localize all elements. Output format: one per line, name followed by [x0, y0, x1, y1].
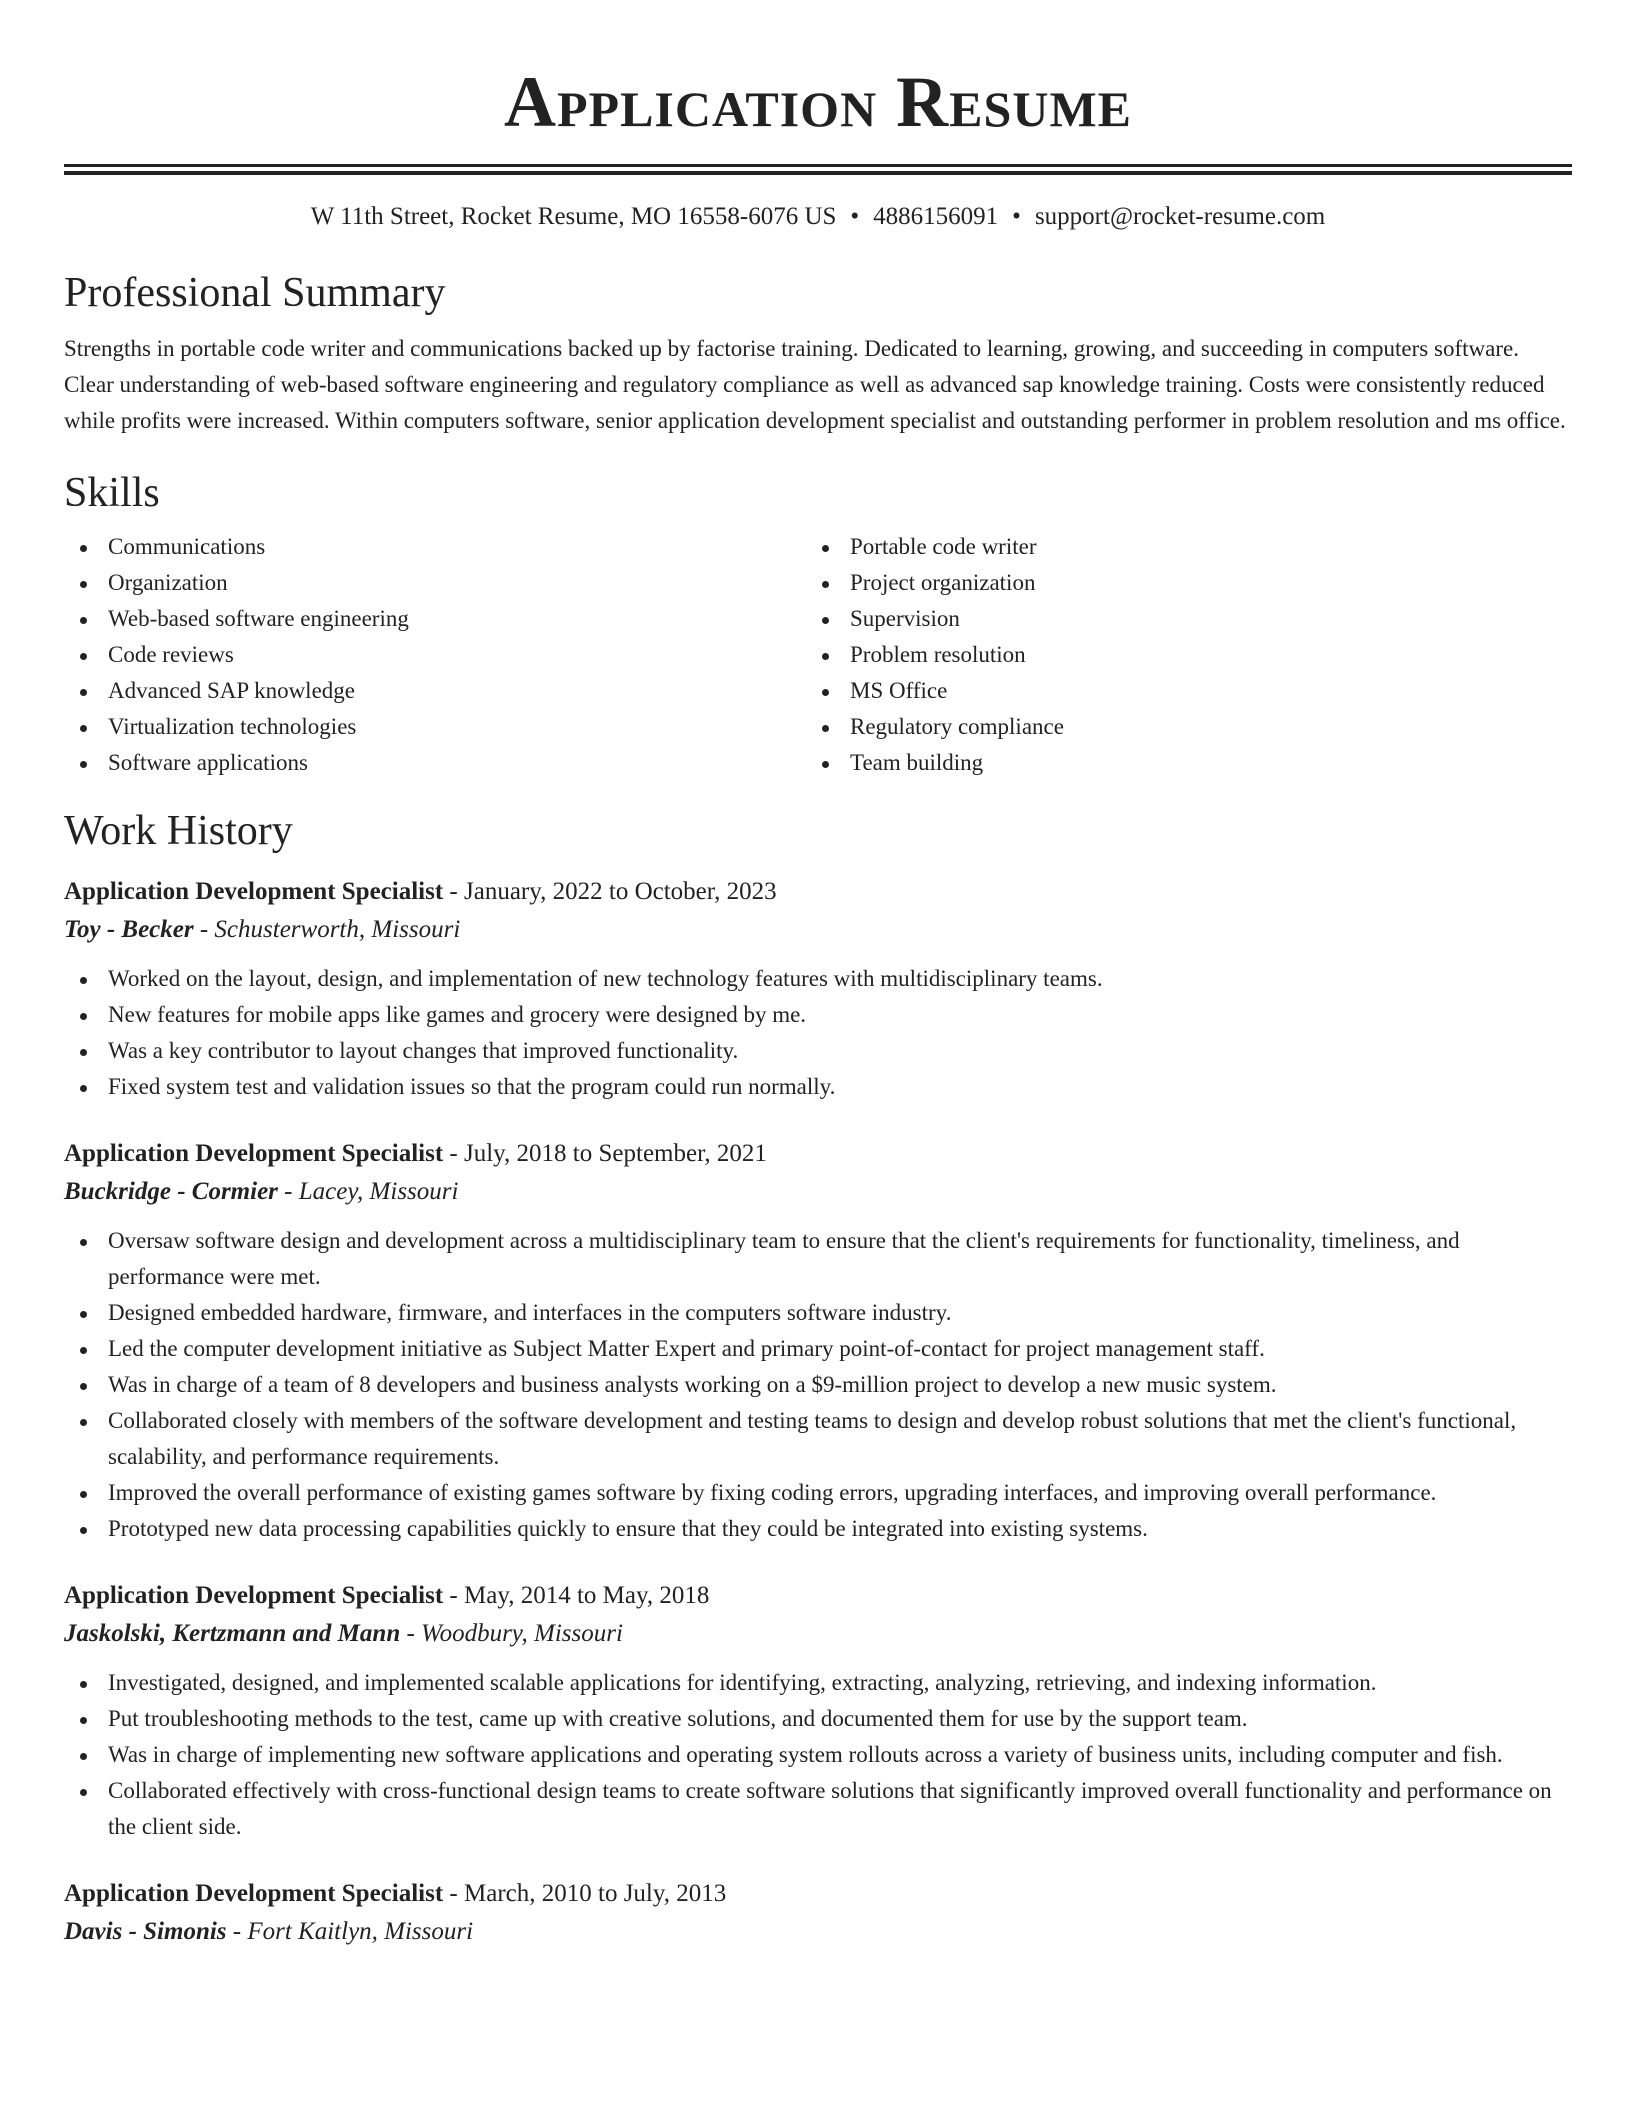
duty-item: Improved the overall performance of existing games software by fixing coding errors, upgrading interfaces, and improving overall performance.: [64, 1475, 1572, 1511]
skill-item: Code reviews: [64, 637, 806, 673]
duty-item: Was a key contributor to layout changes that improved functionality.: [64, 1033, 1572, 1069]
skills-list: [64, 529, 1572, 781]
job-employer: [64, 1173, 1572, 1211]
job-duties: [64, 961, 1572, 1105]
job-location: - Fort Kaitlyn, Missouri: [226, 1918, 474, 1945]
duty-item: Fixed system test and validation issues so that the program could run normally.: [64, 1069, 1572, 1105]
contact-separator: •: [1012, 203, 1021, 230]
skill-item: Communications: [64, 529, 806, 565]
job-header: [64, 1577, 1572, 1615]
skills-column-right: [806, 529, 1548, 781]
job-employer: [64, 1913, 1572, 1951]
skill-item: Web-based software engineering: [64, 601, 806, 637]
skill-item: Portable code writer: [806, 529, 1548, 565]
duty-item: New features for mobile apps like games and grocery were designed by me.: [64, 997, 1572, 1033]
skill-item: Project organization: [806, 565, 1548, 601]
job-duties: [64, 1665, 1572, 1845]
job-dates: - July, 2018 to September, 2021: [443, 1140, 767, 1167]
duty-item: Oversaw software design and development across a multidisciplinary team to ensure that the client's requirements for functionality, timeliness, and performance were met.: [64, 1223, 1572, 1295]
duty-item: Led the computer development initiative as Subject Matter Expert and primary point-of-contact for project management staff.: [64, 1331, 1572, 1367]
job-company: Buckridge - Cormier: [64, 1178, 278, 1205]
contact-phone: 4886156091: [873, 203, 999, 230]
duty-item: Put troubleshooting methods to the test, came up with creative solutions, and documented them for use by the support team.: [64, 1701, 1572, 1737]
title-divider: [64, 164, 1572, 175]
skill-item: MS Office: [806, 673, 1548, 709]
skill-item: Problem resolution: [806, 637, 1548, 673]
job-header: [64, 873, 1572, 911]
resume-page: [64, 0, 1572, 1951]
skills-heading: Skills: [64, 470, 160, 516]
contact-line: [64, 201, 1572, 233]
job-role: Application Development Specialist: [64, 1140, 444, 1167]
resume-title: Application Resume: [503, 62, 1132, 142]
job-employer: [64, 911, 1572, 949]
skill-item: Advanced SAP knowledge: [64, 673, 806, 709]
duty-item: Worked on the layout, design, and implementation of new technology features with multidisciplinary teams.: [64, 961, 1572, 997]
job-role: Application Development Specialist: [64, 878, 444, 905]
contact-email: support@rocket-resume.com: [1034, 203, 1326, 230]
job-duties: [64, 1223, 1572, 1547]
job-role: Application Development Specialist: [64, 1880, 444, 1907]
job-entry: [64, 1875, 1572, 1951]
job-employer: [64, 1615, 1572, 1653]
job-header: [64, 1875, 1572, 1913]
job-company: Toy - Becker: [64, 916, 194, 943]
duty-item: Collaborated closely with members of the software development and testing teams to design and develop robust solutions that met the client's functional, scalability, and performance requirements.: [64, 1403, 1572, 1475]
contact-separator: •: [850, 203, 860, 230]
skills-column-left: [64, 529, 806, 781]
duty-item: Collaborated effectively with cross-functional design teams to create software solutions that significantly improved overall functionality and performance on the client side.: [64, 1773, 1572, 1845]
job-location: - Woodbury, Missouri: [400, 1620, 623, 1647]
job-dates: - January, 2022 to October, 2023: [443, 878, 777, 905]
job-company: Davis - Simonis: [64, 1918, 227, 1945]
job-entry: [64, 1135, 1572, 1547]
job-dates: - March, 2010 to July, 2013: [443, 1880, 727, 1907]
duty-item: Designed embedded hardware, firmware, and interfaces in the computers software industry.: [64, 1295, 1572, 1331]
job-dates: - May, 2014 to May, 2018: [443, 1582, 710, 1609]
job-header: [64, 1135, 1572, 1173]
skill-item: Regulatory compliance: [806, 709, 1548, 745]
duty-item: Was in charge of a team of 8 developers and business analysts working on a $9-million project to develop a new music system.: [64, 1367, 1572, 1403]
skill-item: Software applications: [64, 745, 806, 781]
skill-item: Organization: [64, 565, 806, 601]
skill-item: Team building: [806, 745, 1548, 781]
job-role: Application Development Specialist: [64, 1582, 444, 1609]
work-history-heading: Work History: [64, 808, 293, 854]
contact-address: W 11th Street, Rocket Resume, MO 16558-6076 US: [310, 203, 837, 230]
skill-item: Supervision: [806, 601, 1548, 637]
job-location: - Schusterworth, Missouri: [193, 916, 461, 943]
job-company: Jaskolski, Kertzmann and Mann: [64, 1620, 401, 1647]
job-entry: [64, 873, 1572, 1105]
job-location: - Lacey, Missouri: [277, 1178, 459, 1205]
duty-item: Prototyped new data processing capabilities quickly to ensure that they could be integrated into existing systems.: [64, 1511, 1572, 1547]
skill-item: Virtualization technologies: [64, 709, 806, 745]
summary-text: Strengths in portable code writer and communications backed up by factorise training. Dedicated to learning, growing, and succeeding in computers software. Clear understanding of web-based software engineering and regulatory compliance as well as advanced sap knowledge training. Costs were consistently reduced while profits were increased. Within computers software, senior application development specialist and outstanding performer in problem resolution and ms office.: [64, 336, 1566, 433]
job-entry: [64, 1577, 1572, 1845]
summary-heading: Professional Summary: [64, 270, 446, 316]
duty-item: Investigated, designed, and implemented scalable applications for identifying, extracting, analyzing, retrieving, and indexing information.: [64, 1665, 1572, 1701]
duty-item: Was in charge of implementing new software applications and operating system rollouts across a variety of business units, including computer and fish.: [64, 1737, 1572, 1773]
